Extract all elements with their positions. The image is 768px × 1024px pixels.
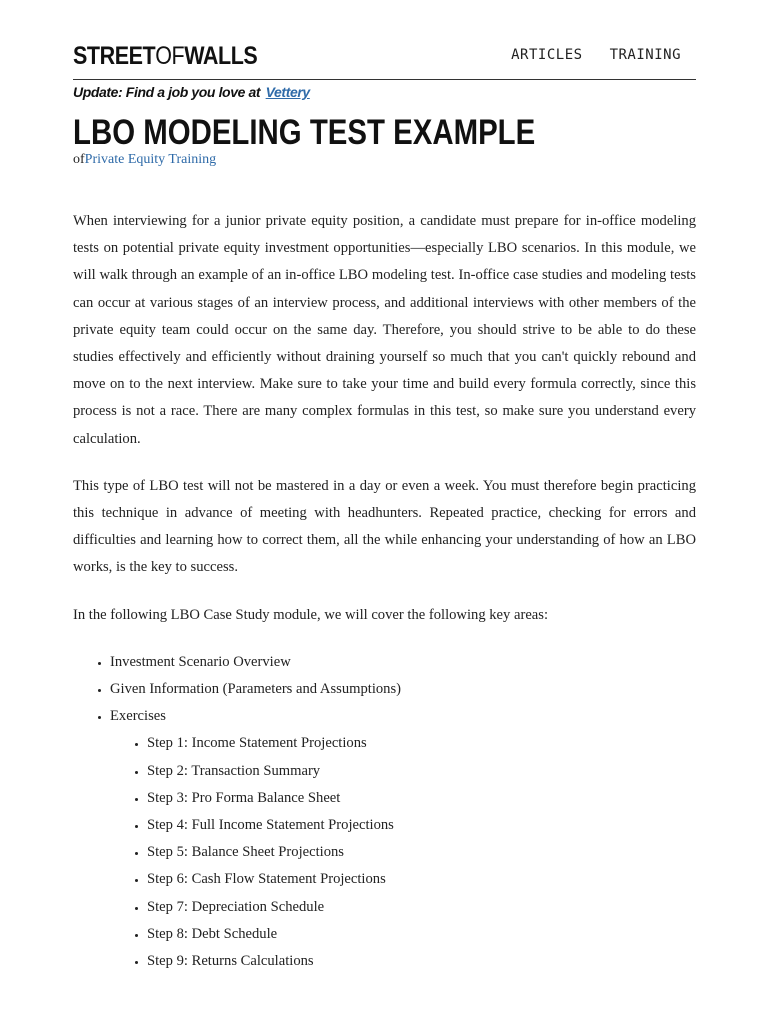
- list-item: • Step 4: Full Income Statement Projections: [147, 812, 696, 839]
- list-item: • Investment Scenario Overview: [110, 649, 696, 676]
- key-areas-list: [73, 649, 696, 975]
- list-item: • Step 8: Debt Schedule: [147, 921, 696, 948]
- page-title: LBO MODELING TEST EXAMPLE: [73, 113, 536, 152]
- nav-training[interactable]: TRAINING: [609, 47, 681, 63]
- list-item: [110, 703, 696, 975]
- nav-articles[interactable]: ARTICLES: [511, 47, 583, 63]
- paragraph-practice: This type of LBO test will not be mastered in a day or even a week. You must therefore begin practicing this technique in advance of meeting with headhunters. Repeated practice, checking for errors and difficulties and learning how to correct them, all the while enhancing your understanding of how an LBO works, is the key to success.: [73, 477, 696, 576]
- article-body: [73, 208, 696, 975]
- private-equity-training-link[interactable]: Private Equity Training: [84, 152, 217, 167]
- site-header: [73, 42, 696, 80]
- vettery-link[interactable]: Vettery: [265, 84, 310, 100]
- exercises-sublist: [110, 730, 696, 975]
- list-item: • Step 6: Cash Flow Statement Projections: [147, 866, 696, 893]
- list-item: • Step 1: Income Statement Projections: [147, 730, 696, 757]
- list-item: • Given Information (Parameters and Assumptions): [110, 676, 696, 703]
- page-subtitle: [73, 152, 216, 168]
- list-item: • Step 2: Transaction Summary: [147, 758, 696, 785]
- list-item-label: Exercises: [110, 708, 166, 725]
- subtitle-prefix: of: [73, 152, 85, 167]
- site-logo[interactable]: STREETOFWALLS: [73, 42, 258, 70]
- paragraph-key-areas: In the following LBO Case Study module, we will cover the following key areas:: [73, 606, 549, 623]
- list-item: • Step 7: Depreciation Schedule: [147, 894, 696, 921]
- paragraph-intro: When interviewing for a junior private equity position, a candidate must prepare for in-office modeling tests on potential private equity investment opportunities—especially LBO scenarios. In this module, we will walk through an example of an in-office LBO modeling test. In-office case studies and modeling tests can occur at various stages of an interview process, and additional interviews with other members of the private equity team could occur on the same day. Therefore, you should strive to be able to do these studies effectively and efficiently without draining yourself so much that you can't quickly rebound and move on to the next interview. Make sure to take your time and build every formula correctly, since this process is not a race. There are many complex formulas in this test, so make sure you understand every calculation.: [73, 213, 696, 447]
- update-text: Update: Find a job you love at: [73, 84, 261, 100]
- update-banner: [73, 84, 310, 100]
- main-nav: [511, 47, 681, 63]
- list-item: • Step 9: Returns Calculations: [147, 948, 696, 975]
- list-item: • Step 3: Pro Forma Balance Sheet: [147, 785, 696, 812]
- list-item: • Step 5: Balance Sheet Projections: [147, 839, 696, 866]
